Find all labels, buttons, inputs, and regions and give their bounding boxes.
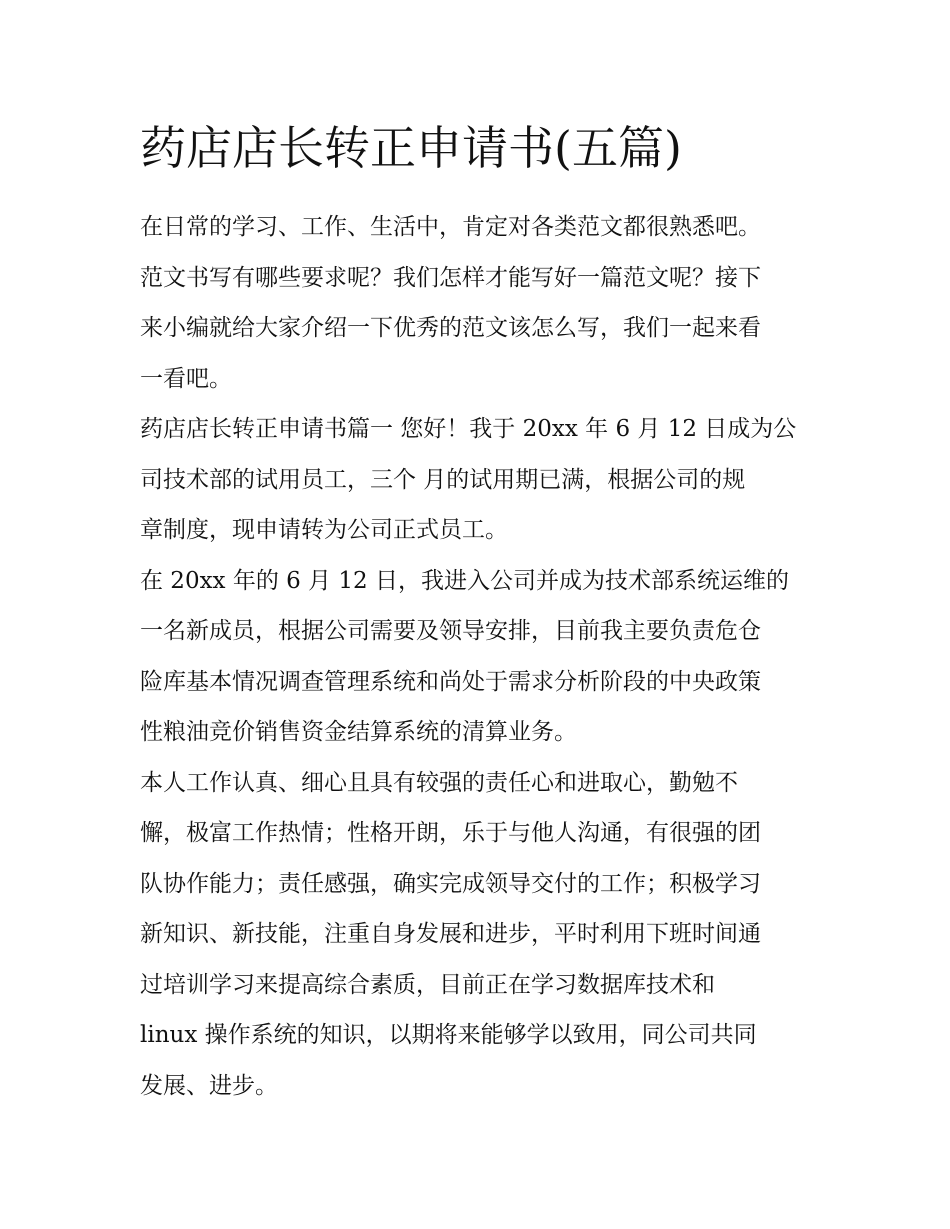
text-line: 新知识、新技能，注重自身发展和进步，平时利用下班时间通 — [140, 921, 761, 947]
paragraph-letter-opening — [140, 404, 810, 556]
paragraph-self-assessment — [140, 758, 810, 1112]
text-line: 一看吧。 — [140, 365, 232, 392]
document-body — [140, 202, 810, 1111]
text-line: 来小编就给大家介绍一下优秀的范文该怎么写，我们一起来看 — [140, 315, 761, 341]
text-line: 性粮油竞价销售资金结算系统的清算业务。 — [140, 719, 577, 745]
text-line: 发展、进步。 — [140, 1072, 278, 1099]
text-line: 在日常的学习、工作、生活中，肯定对各类范文都很熟悉吧。 — [140, 214, 761, 240]
text-line: 过培训学习来提高综合素质，目前正在学习数据库技术和 — [140, 971, 715, 998]
text-line: 队协作能力；责任感强，确实完成领导交付的工作；积极学习 — [140, 870, 761, 897]
text-line: 险库基本情况调查管理系统和尚处于需求分析阶段的中央政策 — [140, 668, 761, 695]
paragraph-intro — [140, 202, 810, 404]
document-title: 药店店长转正申请书(五篇) — [140, 121, 682, 175]
text-line: 本人工作认真、细心且具有较强的责任心和进取心，勤勉不 — [140, 769, 738, 796]
text-line: 章制度，现申请转为公司正式员工。 — [140, 517, 508, 543]
text-line: linux 操作系统的知识，以期将来能够学以致用，同公司共同 — [140, 1022, 757, 1048]
text-line: 懈，极富工作热情；性格开朗，乐于与他人沟通，有很强的团 — [140, 820, 761, 846]
text-line: 在 20xx 年的 6 月 12 日，我进入公司并成为技术部系统运维的 — [140, 567, 789, 594]
text-line: 一名新成员，根据公司需要及领导安排，目前我主要负责危仓 — [140, 618, 761, 644]
text-line: 司技术部的试用员工，三个 月的试用期已满，根据公司的规 — [140, 466, 746, 493]
text-line: 药店店长转正申请书篇一 您好！我于 20xx 年 6 月 12 日成为公 — [140, 416, 797, 442]
text-line: 范文书写有哪些要求呢？我们怎样才能写好一篇范文呢？接下 — [140, 264, 761, 291]
paragraph-work-duties — [140, 556, 810, 758]
